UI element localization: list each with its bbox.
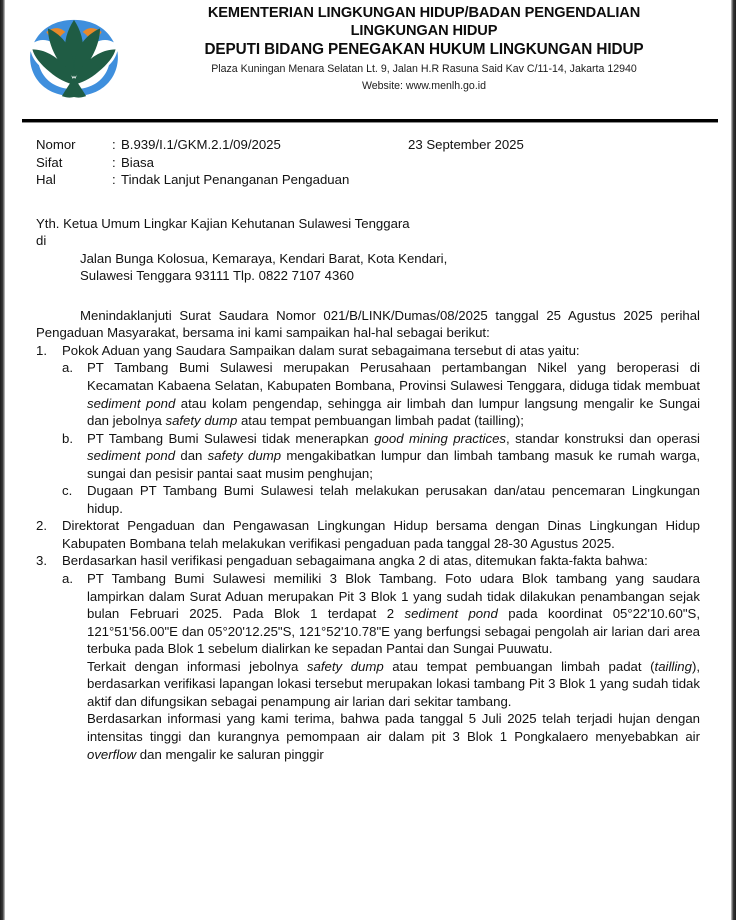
numbered-list: [36, 342, 700, 763]
sublist-item-1b-marker: b.: [62, 430, 73, 446]
sublist-item-3a-paragraph-2: [87, 658, 700, 711]
term-overflow: overflow: [87, 746, 137, 762]
office-website: Website: www.menlh.go.id: [361, 79, 487, 92]
kementerian-lingkungan-hidup-logo: [22, 6, 126, 110]
letter-date: 23 September 2025: [408, 137, 524, 152]
meta-row-sifat: [36, 154, 700, 172]
paragraph-3-part2: dan mengalir ke saluran pinggir: [136, 746, 324, 762]
term-safety-dump-2: safety dump: [207, 448, 282, 464]
sublist-item-3a-coordinates-text: pada koordinat 05°22'10.60"S, 121°51'56.00"E dan 05°20'12.25"S, 121°52'10.78"E yang berfungsi sebagai pengolah air larian dari area terbuka pada Blok 1 sebelum dialirkan ke sepadan Pantai dan Sungai Puuwatu.: [87, 606, 700, 657]
sublist-item-1a-marker: a.: [62, 360, 73, 376]
sifat-colon: :: [112, 154, 116, 170]
sublist-item-1b-text-part2: , standar konstruksi dan operasi: [506, 430, 700, 446]
sublist-item-1b-text-part3: dan: [175, 448, 208, 464]
sublist-item-1c: [62, 482, 700, 517]
list-item-3: [36, 552, 700, 763]
term-safety-dump-3: safety dump: [306, 658, 384, 674]
list-item-1-marker: 1.: [36, 342, 47, 358]
sublist-item-1b: [62, 430, 700, 483]
sublist-item-1a: [62, 359, 700, 429]
sublist-item-1a-text-part3: atau tempat pembuangan limbah padat (tailling);: [237, 413, 524, 429]
list-item-1: [36, 342, 700, 517]
term-tailling: tailling: [654, 658, 692, 674]
logo-container: [16, 4, 132, 110]
list-item-2-marker: 2.: [36, 518, 47, 534]
paragraph-2-part1: Terkait dengan informasi jebolnya: [87, 658, 307, 674]
paragraph-2-part2: atau tempat pembuangan limbah padat (: [383, 658, 655, 674]
letterhead-text: [132, 4, 722, 93]
addressee-di: di: [36, 233, 47, 249]
sublist-item-3a-paragraph-3: [87, 710, 700, 763]
meta-row-nomor: [36, 136, 700, 154]
sublist-item-1b-text-part4: mengakibatkan lumpur dan limbah tambang masuk ke rumah warga, sungai dan pesisir pantai saat musim penghujan;: [87, 448, 700, 481]
term-sediment-pond-3: sediment pond: [404, 606, 498, 622]
term-sediment-pond: sediment pond: [87, 395, 176, 411]
sublist-item-3a-paragraph-1: [87, 570, 700, 658]
term-safety-dump: safety dump: [165, 413, 238, 429]
deputy-unit-name: DEPUTI BIDANG PENEGAKAN HUKUM LINGKUNGAN HIDUP: [204, 41, 644, 59]
scan-edge-right: [731, 0, 736, 920]
sublist-item-3a-text-part1: PT Tambang Bumi Sulawesi memiliki 3 Blok Tambang. Foto udara Blok tambang yang saudara lampirkan dalam Surat Aduan merupakan Pit 3 Blok 1 yang sudah tidak dilakukan penambangan sejak bulan Februari 2025. Pada Blok 1 terdapat 2: [87, 571, 700, 622]
addressee-name: Yth. Ketua Umum Lingkar Kajian Kehutanan Sulawesi Tenggara: [36, 215, 410, 231]
office-address: Plaza Kuningan Menara Selatan Lt. 9, Jalan H.R Rasuna Said Kav C/11-14, Jakarta 12940: [211, 63, 637, 76]
opening-paragraph: Menindaklanjuti Surat Saudara Nomor 021/B/LINK/Dumas/08/2025 tanggal 25 Agustus 2025 perihal Pengaduan Masyarakat, bersama ini kami sampaikan hal-hal sebagai berikut:: [36, 307, 700, 341]
sublist-3: [62, 570, 700, 763]
sublist-1: [62, 359, 700, 517]
list-item-3-marker: 3.: [36, 553, 47, 569]
sublist-item-3a: [62, 570, 700, 763]
letterhead: [16, 0, 722, 110]
letterhead-divider: [22, 119, 718, 122]
sublist-item-1c-text: Dugaan PT Tambang Bumi Sulawesi telah melakukan perusakan dan/atau pencemaran Lingkungan hidup.: [87, 483, 700, 516]
ministry-name-line2: LINGKUNGAN HIDUP: [350, 23, 498, 40]
sublist-item-1b-text-part1: PT Tambang Bumi Sulawesi tidak menerapkan: [87, 430, 375, 446]
sublist-item-1a-text-part2: atau kolam pengendap, sehingga air limbah dan lumpur langsung mengalir ke Sungai dan jebolnya: [87, 395, 700, 429]
ministry-name-line1: KEMENTERIAN LINGKUNGAN HIDUP/BADAN PENGENDALIAN: [207, 5, 641, 21]
list-item-3-text: Berdasarkan hasil verifikasi pengaduan sebagaimana angka 2 di atas, ditemukan fakta-fakta bahwa:: [62, 553, 648, 569]
sublist-item-1a-text-part1: PT Tambang Bumi Sulawesi merupakan Perusahaan pertambangan Nikel yang beroperasi di Kecamatan Kabaena Selatan, Kabupaten Bombana, Provinsi Sulawesi Tenggara, diduga tidak membuat: [87, 360, 700, 394]
paragraph-2-part3: ), berdasarkan verifikasi lapangan lokasi tersebut merupakan lokasi tambang Pit 3 Blok 1 yang sudah tidak aktif dan difungsikan sebagai penampung air larian dari sekitar tambang.: [87, 658, 700, 709]
nomor-colon: :: [112, 137, 116, 152]
scan-edge-left: [0, 0, 5, 920]
list-item-1-text: Pokok Aduan yang Saudara Sampaikan dalam surat sebagaimana tersebut di atas yaitu:: [62, 342, 580, 358]
sifat-label: Sifat: [36, 154, 63, 170]
sublist-item-3a-marker: a.: [62, 571, 73, 587]
sublist-item-1c-marker: c.: [62, 483, 73, 499]
sifat-value: Biasa: [121, 154, 154, 170]
list-item-2: [36, 517, 700, 552]
addressee-block: [36, 215, 700, 285]
meta-row-hal: [36, 171, 700, 189]
nomor-label: Nomor: [36, 137, 76, 152]
paragraph-3-part1: Berdasarkan informasi yang kami terima, bahwa pada tanggal 5 Juli 2025 telah terjadi hujan dengan intensitas tinggi dan kurangnya pemompaan air dalam pit 3 Blok 1 Pongkalaero menyebabkan air: [87, 711, 700, 744]
term-good-mining-practices: good mining practices: [374, 430, 506, 446]
addressee-address-line2: Sulawesi Tenggara 93111 Tlp. 0822 7107 4360: [80, 268, 354, 284]
hal-value: Tindak Lanjut Penanganan Pengaduan: [121, 172, 350, 188]
list-item-2-text: Direktorat Pengaduan dan Pengawasan Lingkungan Hidup bersama dengan Dinas Lingkungan Hidup Kabupaten Bombana telah melakukan verifikasi pengaduan pada tanggal 28-30 Agustus 2025.: [62, 518, 700, 551]
hal-colon: :: [112, 172, 116, 188]
hal-label: Hal: [36, 172, 56, 188]
letter-body: [16, 136, 722, 763]
term-sediment-pond-2: sediment pond: [87, 448, 176, 464]
letter-meta: [36, 136, 700, 189]
nomor-value: B.939/I.1/GKM.2.1/09/2025: [121, 137, 281, 152]
addressee-address-line1: Jalan Bunga Kolosua, Kemaraya, Kendari Barat, Kota Kendari,: [80, 250, 448, 266]
